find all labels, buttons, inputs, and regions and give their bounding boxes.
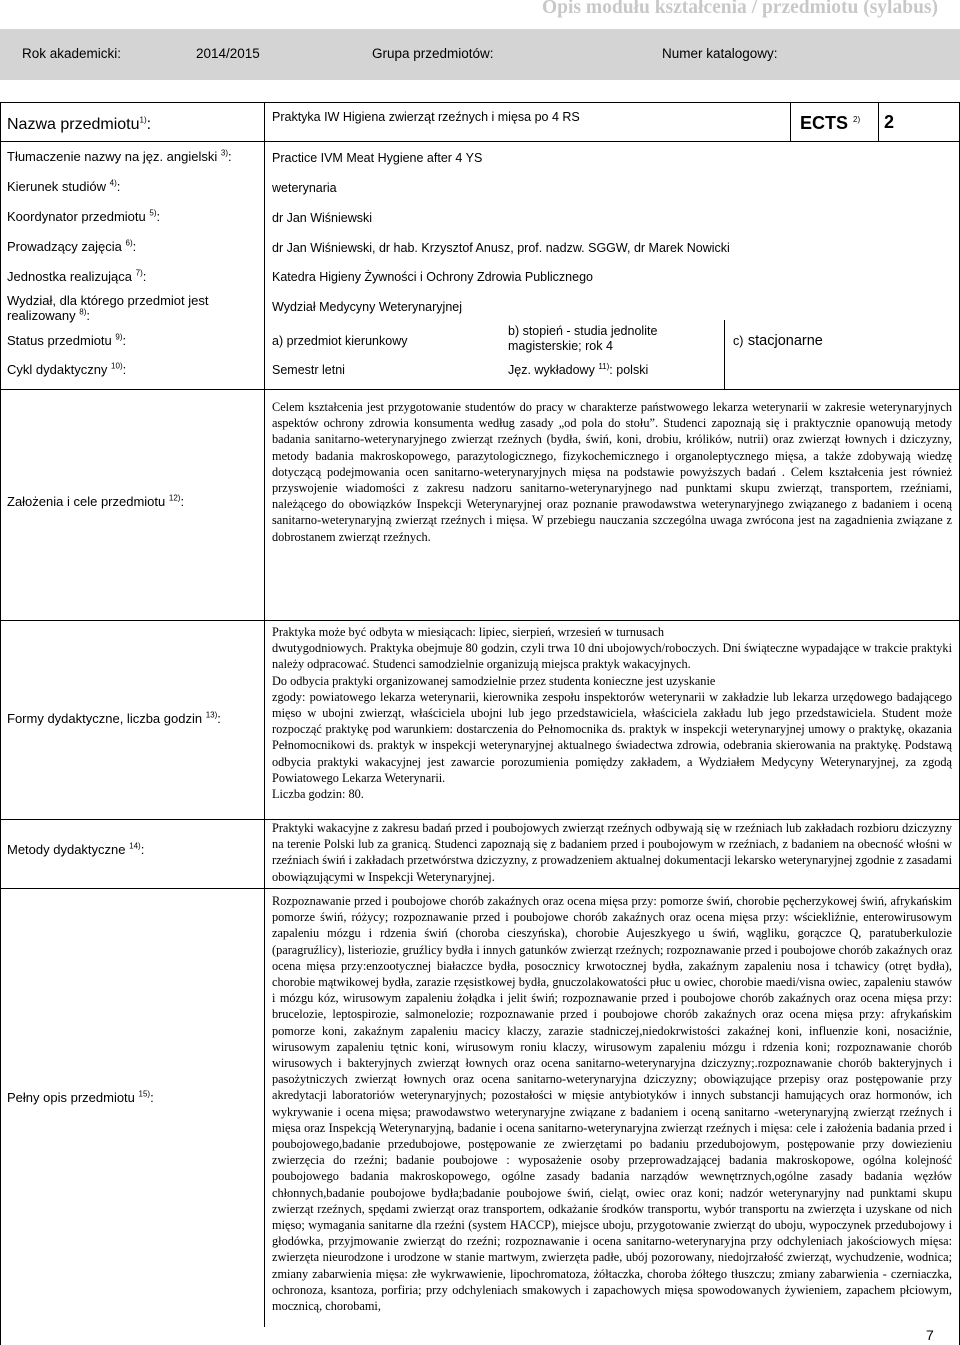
cykl-value: Semestr letni: [272, 363, 345, 377]
rok-label: Rok akademicki:: [22, 46, 122, 61]
status-a: a) przedmiot kierunkowy: [272, 334, 408, 348]
koordynator-value: dr Jan Wiśniewski: [272, 211, 373, 225]
zalozenia-text: Celem kształcenia jest przygotowanie studentów do pracy w charakterze państwowego lekarza weterynarii w zakresie weterynaryjnych aspektów ochrony zdrowia konsumenta według zasady „od pola do stołu”. Studenci zapoznają się i praktycznie opanowują metody badania sanitarno-weterynaryjnego zwierząt rzeźnych (bydła, świń, koni, drobiu, królików, nutrii) oraz zwierząt łownych i dziczyzny, metody badania makroskopowego, parazytologicznego, fizykochemicznego i organoleptycznego mięsa, a także zdobywają wiedzę dotyczącą podejmowania ocen sanitarno-weterynaryjnych mięsa na podstawie powyższych badań . Celem kształcenia jest również przyswojenie wiadomości z zakresu nadzoru sanitarno-weterynaryjnego nad punktami skupu zwierząt, transportem, rzeźniami, należącego do obowiązków Inspekcji Weterynaryjnej oraz poznanie prawodawstwa weterynaryjnego związanego z badaniem i oceną sanitarno-weterynaryjną zwierząt rzeźnych i mięsa. W przebiegu nauczania szczególna uwaga zwrócona jest na zagadnienia związane z dobrostanem zwierząt rzeźnych.: [272, 400, 952, 544]
status-label: Status przedmiotu $^{9)}$:: [7, 332, 127, 348]
formy-text: Praktyka może być odbyta w miesiącach: lipiec, sierpień, wrzesień w turnusach dwutygodniowych. Praktyka obejmuje 80 godzin, czyli trwa 10 dni ubojowych/roboczych. Dni świąteczne wypadające w trakcie praktyki należy odpracować. Studenci samodzielnie organizują miejsca praktyk wakacyjnych. Do odbycia praktyki organizowanej samodzielnie przez studenta konieczne jest uzyskanie zgody: powiatowego lekarza weterynarii, kierownika zespołu inspektorów weterynarii w zakładzie lub lekarza urzędowego badającego mięso w ubojni zwierząt, właściciela ubojni lub jego przedstawiciela, właściciela zakładu lub jego przedstawiciela. Student może rozpocząć praktykę pod warunkiem: dostarczenia do Pełnomocnika ds. praktyk w inspekcji weterynaryjnej umowy o praktykę, okazania Pełnomocnikowi ds. praktyk w inspekcji weterynaryjnej aktualnego świadectwa zdrowia, odebrania skierowania na praktykę. Podstawą odbycia praktyki wakacyjnej jest zawarcie porozumienia pomiędzy zakładem, a Wydziałem Medycyny Weterynaryjnej, za zgodą Powiatowego Lekarza Weterynarii. Liczba godzin: 80.: [272, 625, 952, 802]
zalozenia-label: Założenia i cele przedmiotu $^{12)}$:: [7, 493, 185, 509]
prowadzacy-label: Prowadzący zajęcia $^{6)}$:: [7, 238, 137, 254]
koordynator-label: Koordynator przedmiotu $^{5)}$:: [7, 208, 161, 224]
nazwa-label: Nazwa przedmiotu$^{1)}$:: [7, 115, 152, 133]
page-title: Opis modułu kształcenia / przedmiotu (sylabus): [541, 0, 938, 18]
status-b: b) stopień - studia jednolite magisterskie; rok 4: [508, 324, 658, 353]
metody-label: Metody dydaktyczne $^{14)}$:: [7, 841, 145, 857]
kierunek-value: weterynaria: [272, 181, 337, 195]
nazwa-value: Praktyka IW Higiena zwierząt rzeźnych i mięsa po 4 RS: [272, 110, 580, 124]
page-number: 7: [926, 1327, 934, 1343]
wydzial-label: Wydział, dla którego przedmiot jest realizowany $^{8)}$:: [7, 293, 209, 323]
metody-text: Praktyki wakacyjne z zakresu badań przed i poubojowych zwierząt rzeźnych odbywają się w rzeźniach lub zakładach rozbioru dziczyzny na terenie Polski lub za granicą. Studenci zapoznają się z badaniem przed i poubojowym w rzeźniach, z badaniem na obecność włośni w rzeźniach świń i zakładach przetwórstwa dziczyzny, z prowadzeniem aktualnej dokumentacji lekarsko weterynaryjnej zgodnie z zasadami obowiązującymi w Inspekcji Weterynaryjnej.: [272, 821, 952, 884]
tlumaczenie-value: Practice IVM Meat Hygiene after 4 YS: [272, 151, 483, 165]
ects-value: 2: [884, 112, 895, 132]
header-bar: [0, 29, 960, 80]
kierunek-label: Kierunek studiów $^{4)}$:: [7, 178, 121, 194]
tlumaczenie-label: Tłumaczenie nazwy na jęz. angielski $^{3)}$:: [7, 148, 232, 164]
formy-label: Formy dydaktyczne, liczba godzin $^{13)}$:: [7, 710, 221, 726]
cykl-label: Cykl dydaktyczny $^{10)}$:: [7, 361, 127, 377]
prowadzacy-value: dr Jan Wiśniewski, dr hab. Krzysztof Anusz, prof. nadzw. SGGW, dr Marek Nowicki: [272, 241, 730, 255]
grupa-label: Grupa przedmiotów:: [372, 46, 494, 61]
wydzial-value: Wydział Medycyny Weterynaryjnej: [272, 300, 462, 314]
jezyk: Jęz. wykładowy $^{11)}$: polski: [508, 361, 649, 377]
pelny-text: Rozpoznawanie przed i poubojowe chorób zakaźnych oraz ocena mięsa przy: pomorze świń, chorobie pęcherzykowej świń, afrykańskim pomorze świń, różycy; rozpoznawanie przed i poubojowe chorób zakaźnych oraz ocena mięsa przy: wściekliźnie, enterowirusowym zapaleniu mózgu i rdzenia świń (choroba cieszyńska), chorobie Aujeszkyego u świń, wągliku, gorączce Q, paratuberkulozie (paragruźlicy), listeriozie, gruźlicy bydła i innych gatunków zwierząt rzeźnych; rozpoznawanie przed i poubojowe chorób zakaźnych oraz ocena mięsa przy:enzootycznej białaczce bydła, posocznicy krwotocznej bydła, zakaźnym zapaleniu nosa i tchawicy (otręt bydła), chorobie mątwikowej bydła, zarazie rzęsistkowej bydła, gnuczolakowatości płuc u owiec, chorobie maedi/visna owiec, zapaleniu stawów i mózgu kóz, wirusowym zapaleniu żołądka i jelit świń; rozpoznawanie przed i poubojowe chorób zakaźnych oraz ocena mięsa przy: brucelozie, leptospirozie, salmonelozie; rozpoznawanie przed i poubojowe chorób zakaźnych oraz ocena mięsa przy: afrykańskim pomorze koni, zakaźnym zapaleniu macicy klaczy, zarazie stadniczej,niedokrwistości zakaźnej koni, influenzie koni, nosaciźnie, wirusowym zapaleniu tętnic koni, wirusowym roniu klaczy, wirusowym zapaleniu mózgu i rdzenia koni; rozpoznawanie chorób wirusowych i bakteryjnych zwierząt łownych oraz ocena sanitarno-weterynaryjna dziczyzny;.rozpoznawanie chorób bakteryjnych i pasożytniczych zwierząt łownych oraz ocena sanitarno-weterynaryjna dziczyzny; obowiązujące przepisy oraz postępowanie przy akredytacji laboratoriów weterynaryjnych; pozostałości w mięsie antybiotyków i innych substancji hamujących oraz hormonów, ich wykrywanie i ocena mięsa; prawodawstwo weterynaryjne związane z badaniem i oceną sanitarno -weterynaryjną zwierząt rzeźnych i mięsa oraz Inspekcją Weterynaryjną, badanie i ocena sanitarno-weterynaryjna zwierząt rzeźnych i mięsa: cele i założenia badania przed i poubojowego,badanie przedubojowe, postępowanie ze zwierzętami po badaniu przedubojowym, postępowanie przy dowiezieniu zwierzęcia do rzeźni; badanie poubojowe : wyposażenie osoby przeprowadzającej badania makroskopowe, ogólna kolejność poubojowego badania makroskopowego, ogólne zasady badania narządów wewnętrznych,ogólne zasady badania węzłów chłonnych,badanie poubojowe bydła;badanie poubojowe świń, cieląt, owiec oraz koni; nadzór weterynaryjny nad punktami skupu zwierząt rzeźnych, spędami zwierząt oraz transportem, odkażanie środków transportu, wybór transportu na zwierzęta i uzyskane od nich mięso; wymagania sanitarne dla rzeźni (system HACCP), miejsce uboju, przygotowanie zwierząt do uboju, wypoczynek przedubojowy i głodówka, przyjmowanie zwierząt do rzeźni; rozpoznawanie i ocena sanitarno-weterynaryjna przy odchyleniach jakościowych mięsa: zwierzęta nieurodzone i urodzone w stanie martwym, zwierzęta padłe, ubój pozorowany, niedojrzałość zwierząt, wychudzenie, wodnica; zmiany zabarwienia mięsa: złe wykrwawienie, lipochromatoza, żółtaczka, choroba żółtego tłuszczu; zmiany zabarwienia - czerniaczka, ochronoza, ksantoza, porfiria; przy odchyleniach smakowych i zapachowych mięsa spowodowanych żywieniem, zapachem płciowym, mocznicą, chorobami,: [272, 894, 952, 1314]
ects-label: ECTS $^{2)}$: [800, 113, 861, 133]
pelny-label: Pełny opis przedmiotu $^{15)}$:: [7, 1089, 154, 1105]
status-c: c) stacjonarne: [733, 333, 823, 349]
rok-value: 2014/2015: [196, 46, 260, 61]
jednostka-value: Katedra Higieny Żywności i Ochrony Zdrowia Publicznego: [272, 270, 593, 284]
numer-label: Numer katalogowy:: [662, 46, 778, 61]
jednostka-label: Jednostka realizująca $^{7)}$:: [7, 268, 147, 284]
